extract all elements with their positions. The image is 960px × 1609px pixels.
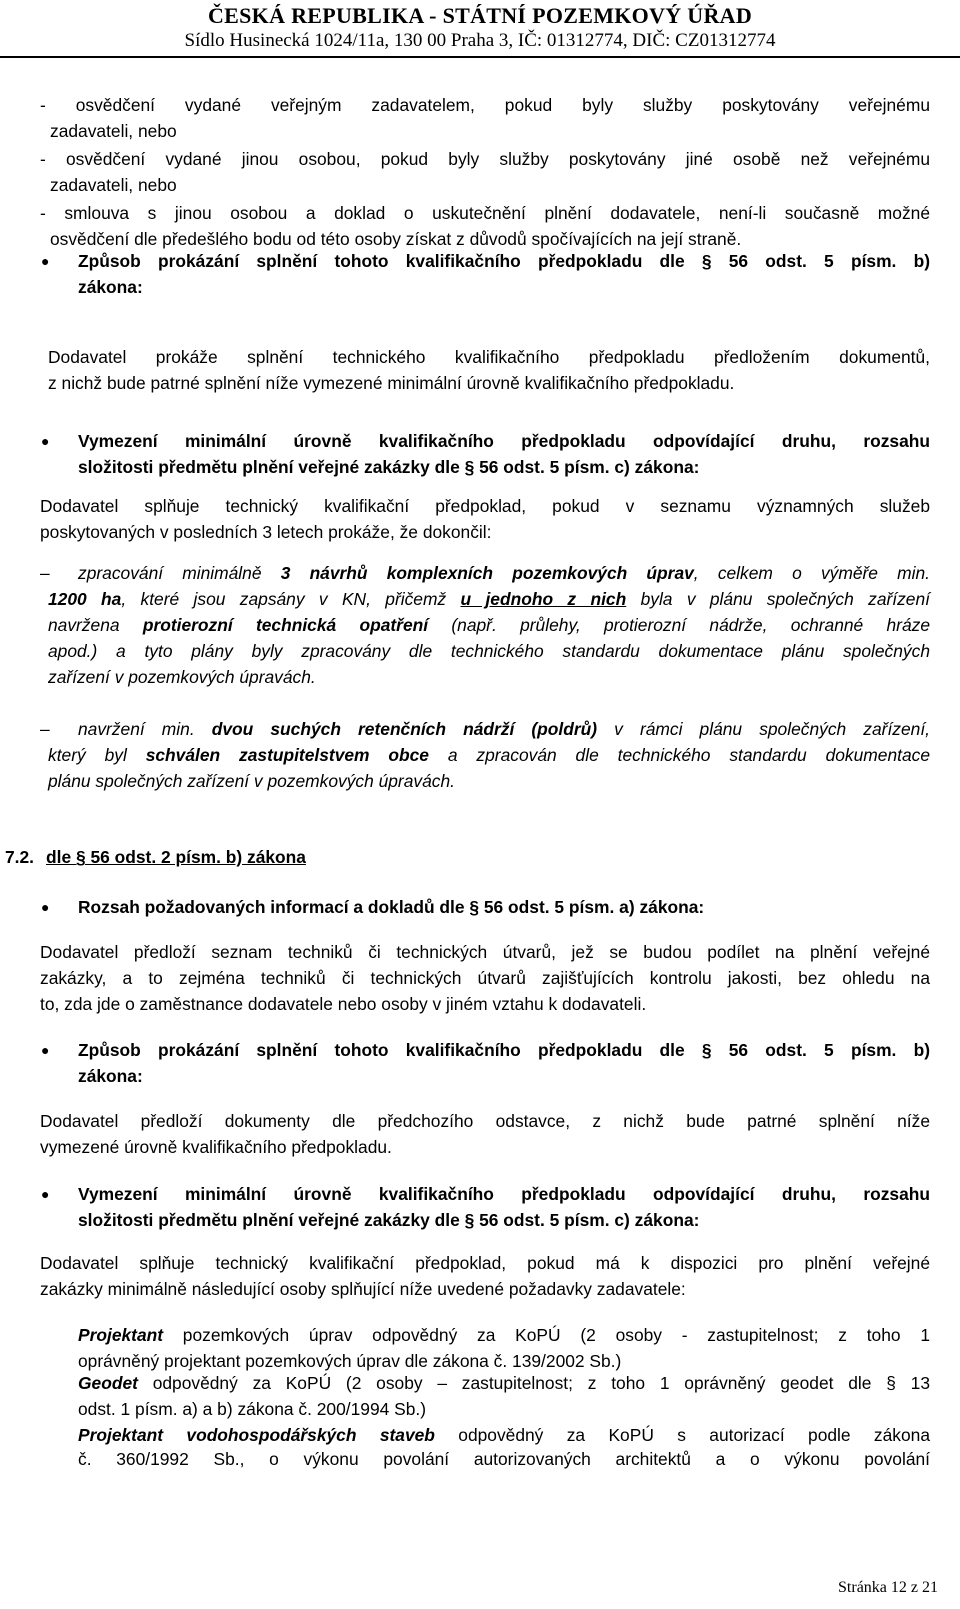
header-divider <box>0 56 960 58</box>
person-item: Geodet odpovědný za KoPÚ (2 osoby – zastupitelnost; z toho 1 oprávněný geodet dle § 13 <box>78 1373 930 1393</box>
bullet-icon: ● <box>41 253 50 269</box>
list-item-cont: osvědčení dle předešlého bodu od této osoby získat z důvodů spočívajících na její straně. <box>50 229 742 249</box>
bullet-icon: ● <box>41 899 50 915</box>
list-item: - osvědčení vydané jinou osobou, pokud byly služby poskytovány jiné osobě než veřejnému <box>40 149 930 169</box>
list-item: - osvědčení vydané veřejným zadavatelem, pokud byly služby poskytovány veřejnému <box>40 95 930 115</box>
section-number: 7.2. <box>5 847 35 867</box>
person-item: Projektant pozemkových úprav odpovědný za KoPÚ (2 osoby - zastupitelnost; z toho 1 <box>78 1325 930 1345</box>
list-item: - smlouva s jinou osobou a doklad o uskutečnění plnění dodavatele, není-li současně možné <box>40 203 930 223</box>
person-item: Projektant vodohospodářských staveb odpovědný za KoPÚ s autorizací podle zákona <box>78 1425 931 1445</box>
letterhead-address: Sídlo Husinecká 1024/11a, 130 00 Praha 3, IČ: 01312774, DIČ: CZ01312774 <box>184 30 776 51</box>
dash-marker: – <box>40 719 50 739</box>
bullet-icon: ● <box>41 1186 50 1202</box>
list-item-cont: zadavateli, nebo <box>50 121 177 141</box>
letterhead-title: ČESKÁ REPUBLIKA - STÁTNÍ POZEMKOVÝ ÚŘAD <box>207 3 753 28</box>
bullet-icon: ● <box>41 1042 50 1058</box>
dash-marker: – <box>40 563 50 583</box>
list-item-cont: zadavateli, nebo <box>50 175 177 195</box>
section-title: dle § 56 odst. 2 písm. b) zákona <box>46 847 306 867</box>
page-number: Stránka 12 z 21 <box>838 1579 938 1596</box>
bullet-icon: ● <box>41 433 50 449</box>
letterhead <box>0 2 960 52</box>
